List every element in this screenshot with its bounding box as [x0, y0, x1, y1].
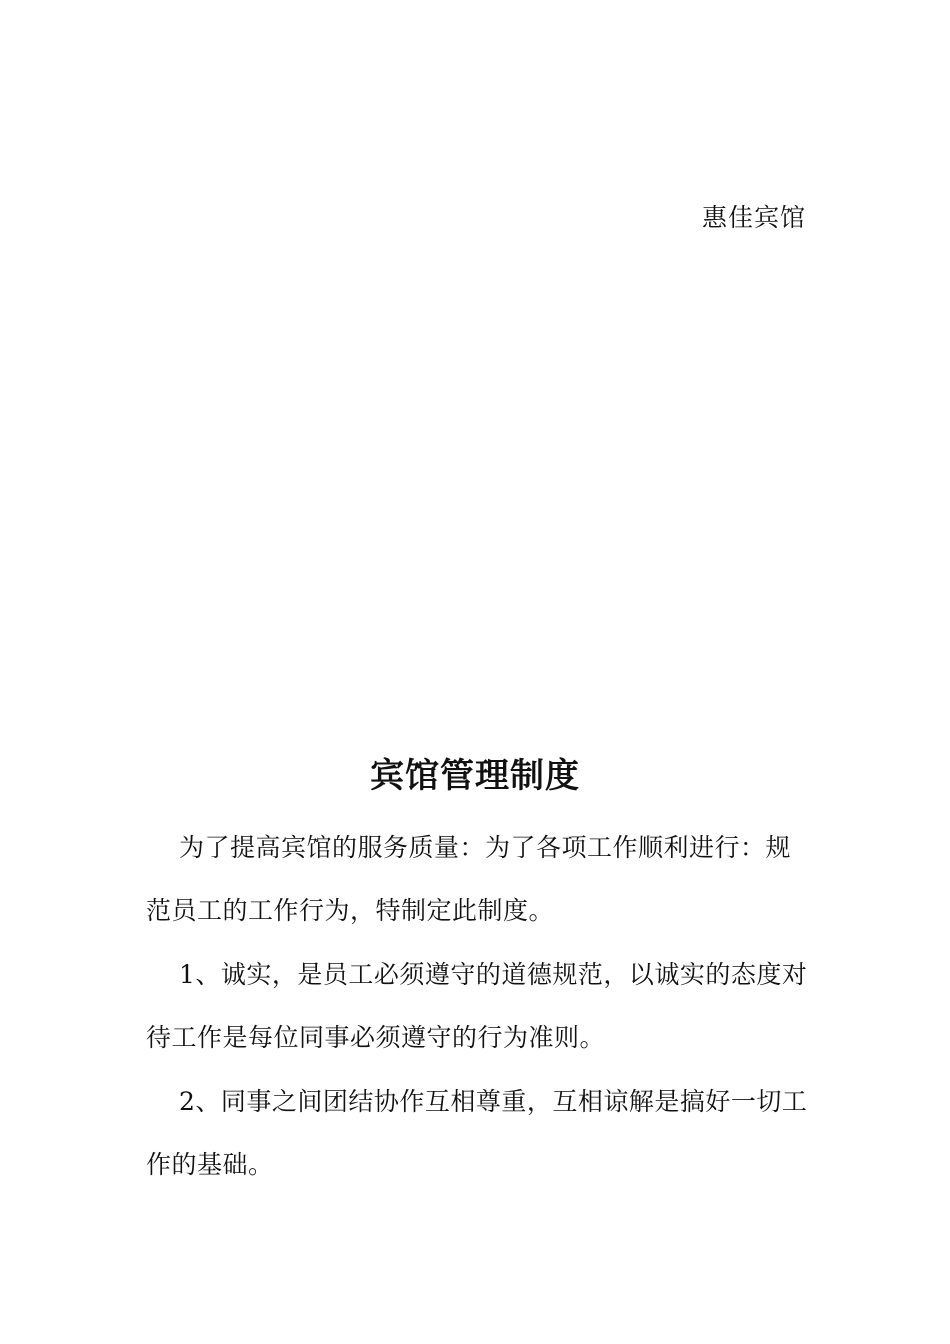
document-title: 宾馆管理制度: [370, 756, 580, 796]
paragraph-intro: 为了提高宾馆的服务质量：为了各项工作顺利进行：规范员工的工作行为，特制定此制度。: [146, 833, 792, 925]
organization-name: 惠佳宾馆: [701, 203, 806, 232]
paragraph-rule-1: 1、诚实，是员工必须遵守的道德规范，以诚实的态度对待工作是每位同事必须遵守的行为准则。: [146, 960, 808, 1052]
paragraph-rule-2: 2、同事之间团结协作互相尊重，互相谅解是搞好一切工作的基础。: [146, 1087, 808, 1179]
